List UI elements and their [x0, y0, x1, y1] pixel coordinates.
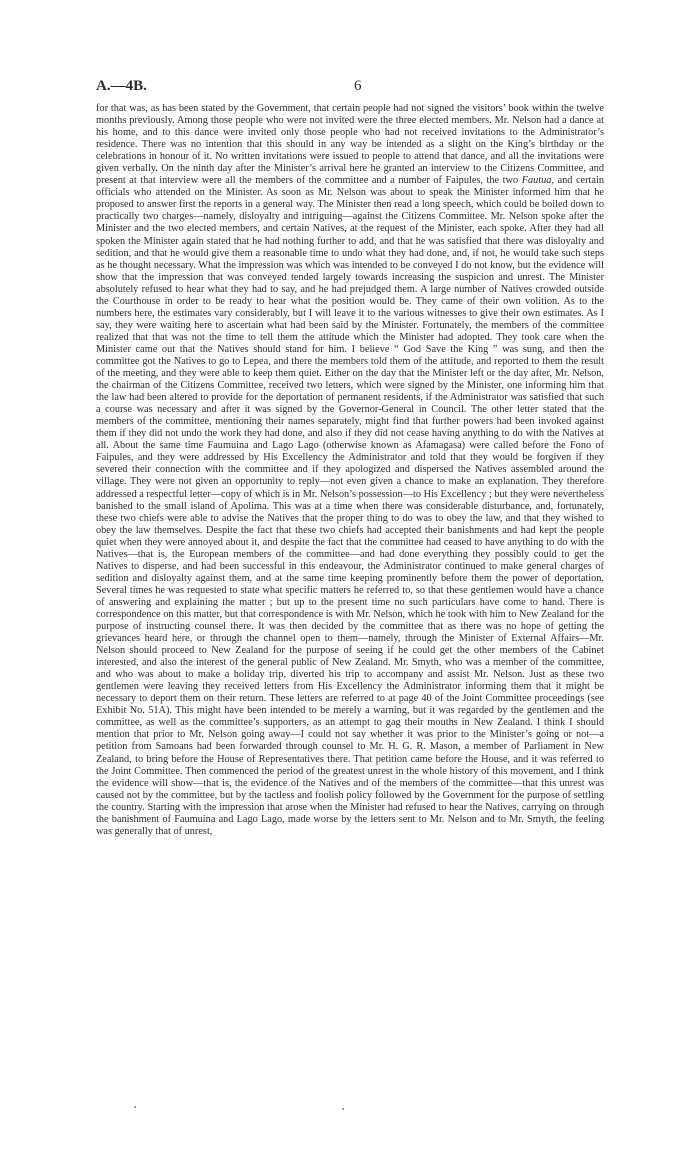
body-text-part-1: for that was, as has been stated by the Government, that certain people had not signed the visitors’ book within the twelve months previously. Among those people who were not invited were the three elected members. Mr. Nelson had a dance at his home, and to this dance were invited only those people who had not received invitations to the Administrator’s residence. There was no intention that this should in any way be intended as a slight on the King’s birthday or the celebrations in honour of it. No written invitations were issued to people to attend that dance, and all the invitations were given verbally. On the ninth day after the Minister’s arrival here he granted an interview to the Citizens Committee, and present at that interview were all the members of the committee and a number of Faipules, the two: [96, 103, 604, 187]
page-number: 6: [354, 78, 362, 94]
stray-mark: [134, 1106, 136, 1108]
body-paragraph: [96, 103, 604, 838]
body-text-part-2: , and certain officials who attended on the Minister. As soon as Mr. Nelson was about to speak the Minister informed him that he proposed to answer first the reports in a general way. The Minister then read a long speech, which could be boiled down to practically two charges—namely, disloyalty and intriguing—against the Citizens Committee. Mr. Nelson spoke after the Minister and the two elected members, and certain Natives, at the request of the Minister, each spoke. After they had all spoken the Minister again stated that he had nothing further to add, and that he was satisfied that there was disloyalty and sedition, and that he would give them a reasonable time to undo what they had done, and, if not, he would take such steps as he thought necessary. What the impression was which was intended to be conveyed I do not know, but the evidence will show that the impression that was conveyed tended largely towards increasing the suspicion and unrest. The Minister absolutely refused to hear what they had to say, and he had prejudged them. A large number of Natives crowded outside the Courthouse in order to be ready to hear what the position would be. They came of their own volition. As to the numbers here, the estimates vary considerably, but I will leave it to the various witnesses to give their own estimates. As I say, they were waiting here to ascertain what had been said by the Minister. Fortunately, the members of the committee realized that that was not the time to tell them the attitude which the Minister had adopted. They took care when the Minister came out that the Natives should stand for him. I believe “ God Save the King ” was sung, and then the committee got the Natives to go to Lepea, and there the members told them of the attitude, and reported to them the result of the meeting, and they were able to keep them quiet. Either on the day that the Minister left or the day after, Mr. Nelson, the chairman of the Citizens Committee, received two letters, which were signed by the Minister, one informing him that the law had been altered to provide for the deportation of permanent residents, if the Administrator was satisfied that such a course was necessary and after it was signed by the Governor-General in Council. The other letter stated that the members of the committee, mentioning their names separately, might find that further powers had been invoked against them if they did not undo the work they had done, and also if they did not cease having anything to do with the Natives at all. About the same time Faumuina and Lago Lago (otherwise known as Afamagasa) were called before the Fono of Faipules, and they were addressed by His Excellency the Administrator and told that they would be forgiven if they severed their connection with the committee and if they apologized and dispersed the Natives assembled around the village. They were not given an opportunity to reply—not even given a chance to make an explanation. They therefore addressed a respectful letter—copy of which is in Mr. Nelson’s possession—to His Excellency ; but they were nevertheless banished to the small island of Apolima. This was at a time when there was considerable disturbance, and, fortunately, these two chiefs were able to advise the Natives that the proper thing to do was to obey the law, and that they wished to obey the law themselves. Despite the fact that these two chiefs had accepted their banishments and had kept the people quiet when they were annoyed about it, and despite the fact that the committee had ceased to have anything to do with the Natives—that is, the European members of the committee—and had done everything they possibly could to get the Natives to disperse, and had been successful in this endeavour, the Administrator continued to make general charges of sedition and disloyalty against them, and at the same time keeping prominently before them the power of deportation. Several times he was requested to state what specific matters he referred to, so that these gentlemen would have a chance of answering and explaining the matter ; but up to the present time no such particulars have come to hand. There is correspondence on this matter, but that correspondence is with Mr. Nelson, which he took with him to New Zealand for the purpose of instructing counsel there. It was then decided by the committee that as there was no hope of getting the grievances heard here, or through the channel open to them—namely, through the Minister of External Affairs—Mr. Nelson should proceed to New Zealand for the purpose of seeing if he could get the other members of the Cabinet interested, and also the interest of the general public of New Zealand. Mr. Smyth, who was a member of the committee, and who was about to make a holiday trip, diverted his trip to accompany and assist Mr. Nelson. Just as these two gentlemen were leaving they received letters from His Excellency the Administrator informing them that it might be necessary to deport them on their return. These letters are referred to at page 40 of the Joint Committee proceedings (see Exhibit No. 51A). This might have been intended to be merely a warning, but it was regarded by the gentlemen and the committee, as well as the committee’s supporters, as an attempt to gag their mouths in New Zealand. I think I should mention that prior to Mr. Nelson going away—I could not say whether it was prior to the Minister’s going or not—a petition from Samoans had been forwarded through counsel to Mr. H. G. R. Mason, a member of Parliament in New Zealand, to bring before the House of Representatives there. That petition came before the House, and it was referred to the Joint Committee. Then commenced the period of the greatest unrest in the whole history of this movement, and I think the evidence will show—that is, the evidence of the Natives and of the members of the committee—that this unrest was caused not by the committee, but by the tactless and foolish policy followed by the Government for the purpose of settling the country. Starting with the impression that arose when the Minister had refused to hear the Natives, carrying on through the banishment of Faumuina and Lago Lago, made worse by the letters sent to Mr. Nelson and to Mr. Smyth, the feeling was generally that of unrest,: [96, 175, 604, 837]
page-header: [96, 78, 604, 98]
body-text-italic-term: Fautua: [521, 175, 552, 187]
document-reference: A.—4B.: [96, 78, 147, 94]
stray-mark: [342, 1108, 344, 1110]
